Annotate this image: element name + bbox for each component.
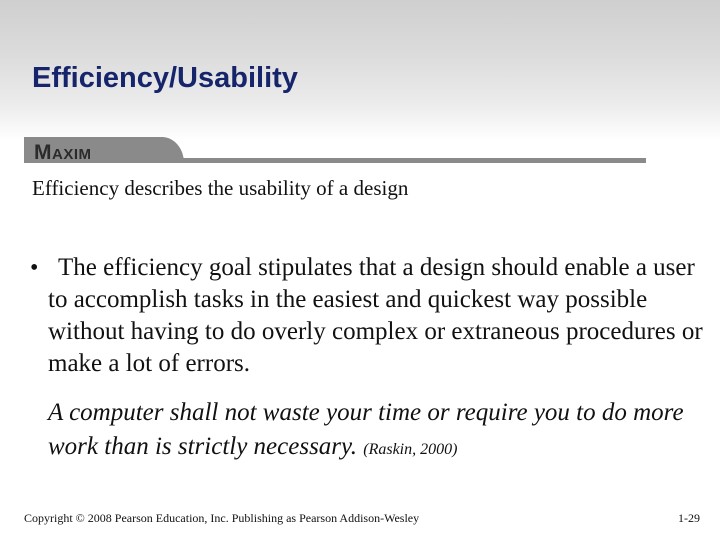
maxim-text: Efficiency describes the usability of a design [32, 176, 409, 200]
page-number: 1-29 [678, 511, 700, 525]
maxim-label [34, 141, 92, 165]
quote-citation: (Raskin, 2000) [363, 441, 458, 458]
quote [48, 396, 708, 467]
slide-title: Efficiency/Usability [32, 62, 298, 94]
bullet-item [30, 252, 710, 380]
maxim-label-rest: AXIM [52, 146, 92, 163]
footer-copyright: Copyright © 2008 Pearson Education, Inc. Publishing as Pearson Addison-Wesley [24, 511, 420, 525]
quote-text: A computer shall not waste your time or require you to do more work than is strictly necessary. [48, 399, 684, 460]
maxim-label-initial: M [34, 141, 52, 164]
bullet-dot-icon: • [30, 255, 39, 281]
bullet-text: The efficiency goal stipulates that a design should enable a user to accomplish tasks in the easiest and quickest way possible without having to do overly complex or extraneous procedures or make a lot of errors. [48, 254, 703, 377]
